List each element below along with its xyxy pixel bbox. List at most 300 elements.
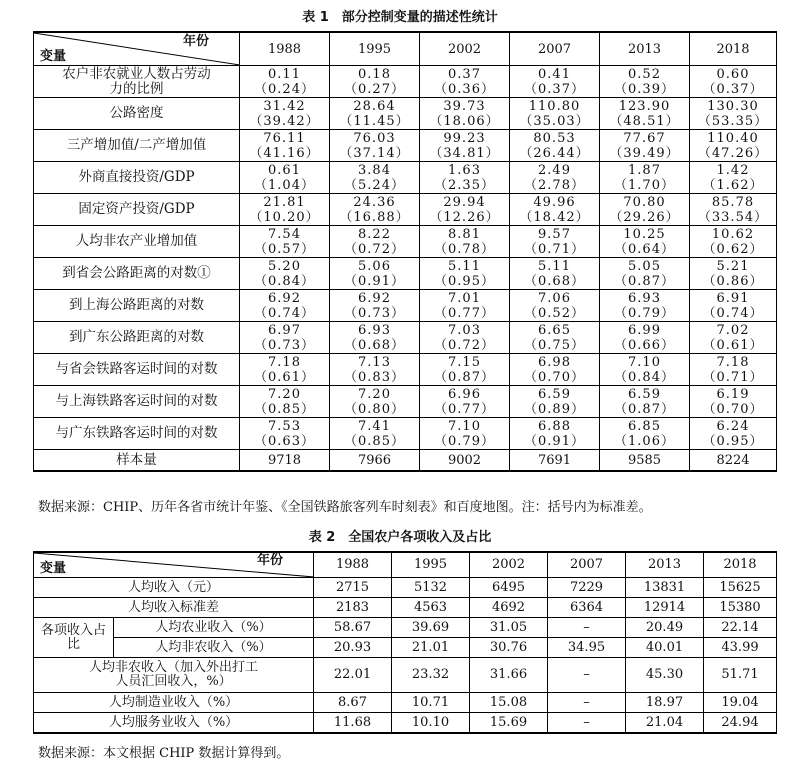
mean-value: 123.90: [618, 98, 671, 114]
mean-value: 7.02: [716, 322, 750, 338]
data-cell: [600, 290, 690, 322]
data-cell: 10.71: [392, 693, 470, 713]
data-cell: [420, 290, 510, 322]
table1-sample-row: [34, 450, 777, 472]
std-dev-value: （5.24）: [344, 177, 405, 193]
data-cell: –: [548, 618, 626, 638]
sample-size-cell: 7966: [330, 450, 420, 472]
data-cell: [240, 418, 330, 450]
data-cell: 15625: [704, 578, 777, 598]
data-cell: [420, 258, 510, 290]
std-dev-value: （0.75）: [524, 337, 585, 353]
data-cell: [600, 258, 690, 290]
mean-value: 0.61: [268, 162, 301, 178]
data-cell: 18.97: [626, 693, 704, 713]
mean-value: 110.80: [528, 98, 581, 114]
mean-value: 110.40: [707, 130, 759, 146]
mean-value: 0.52: [628, 66, 661, 82]
year-header: 2007: [548, 552, 626, 578]
data-cell: [690, 194, 777, 226]
data-cell: 5132: [392, 578, 470, 598]
data-cell: 45.30: [626, 658, 704, 693]
data-cell: –: [548, 658, 626, 693]
mean-value: 5.20: [268, 258, 301, 274]
table-row: [34, 578, 777, 598]
mean-value: 8.22: [358, 226, 391, 242]
table1-header-row: [34, 32, 777, 66]
mean-value: 5.05: [628, 258, 661, 274]
std-dev-value: （2.78）: [524, 177, 585, 193]
mean-value: 0.37: [448, 66, 481, 82]
data-cell: 58.67: [314, 618, 392, 638]
data-cell: [690, 418, 777, 450]
data-cell: [690, 66, 777, 98]
data-cell: 20.49: [626, 618, 704, 638]
std-dev-value: （37.14）: [339, 145, 410, 161]
data-cell: [420, 226, 510, 258]
data-cell: [510, 418, 600, 450]
mean-value: 99.23: [443, 130, 486, 146]
std-dev-value: （0.83）: [344, 369, 405, 385]
std-dev-value: （34.81）: [429, 145, 500, 161]
data-cell: [510, 386, 600, 418]
data-cell: 4692: [470, 598, 548, 618]
data-cell: [240, 258, 330, 290]
mean-value: 10.62: [711, 226, 755, 242]
mean-value: 6.98: [538, 354, 571, 370]
row-label: 与上海铁路客运时间的对数: [34, 386, 240, 418]
std-dev-value: （0.74）: [702, 305, 764, 321]
mean-value: 76.11: [263, 130, 306, 146]
data-cell: 2183: [314, 598, 392, 618]
data-cell: [600, 226, 690, 258]
data-cell: [510, 290, 600, 322]
row-label: 与省会铁路客运时间的对数: [34, 354, 240, 386]
row-label: 三产增加值/二产增加值: [34, 130, 240, 162]
data-cell: [690, 130, 777, 162]
sample-size-cell: 7691: [510, 450, 600, 472]
table1-source-note: 数据来源：CHIP、历年各省市统计年鉴、《全国铁路旅客列车时刻表》和百度地图。注：括号内为标准差。: [38, 500, 652, 515]
mean-value: 1.87: [628, 162, 661, 178]
mean-value: 6.59: [628, 386, 661, 402]
table-row: [34, 693, 777, 713]
mean-value: 24.36: [353, 194, 396, 210]
table-row: [34, 598, 777, 618]
data-cell: [510, 322, 600, 354]
std-dev-value: （0.72）: [434, 337, 495, 353]
std-dev-value: （0.27）: [344, 81, 405, 97]
std-dev-value: （0.72）: [344, 241, 405, 257]
data-cell: 4563: [392, 598, 470, 618]
data-cell: [690, 98, 777, 130]
std-dev-value: （12.26）: [429, 209, 500, 225]
mean-value: 6.19: [716, 386, 750, 402]
table1-corner-cell: [34, 32, 240, 66]
data-cell: [330, 354, 420, 386]
table2-header-row: [34, 552, 777, 578]
data-cell: [240, 354, 330, 386]
data-cell: 21.04: [626, 713, 704, 734]
table-row: [34, 258, 777, 290]
corner-variable-label: 变量: [40, 561, 67, 576]
data-cell: [420, 66, 510, 98]
data-cell: 10.10: [392, 713, 470, 734]
table-row: [34, 322, 777, 354]
std-dev-value: （1.04）: [254, 177, 315, 193]
table-row: [34, 98, 777, 130]
data-cell: –: [548, 693, 626, 713]
mean-value: 1.63: [448, 162, 481, 178]
table2-caption: 表 2 全国农户各项收入及占比: [308, 530, 492, 545]
std-dev-value: （0.78）: [434, 241, 495, 257]
data-cell: [690, 290, 777, 322]
std-dev-value: （0.77）: [434, 305, 495, 321]
data-cell: [330, 162, 420, 194]
year-header: 1988: [314, 552, 392, 578]
group-label: 各项收入占比: [34, 618, 114, 658]
std-dev-value: （0.84）: [254, 273, 315, 289]
std-dev-value: （0.80）: [344, 401, 405, 417]
row-label: 人均收入标准差: [34, 598, 314, 618]
std-dev-value: （0.73）: [254, 337, 315, 353]
mean-value: 6.92: [268, 290, 301, 306]
mean-value: 2.49: [538, 162, 571, 178]
std-dev-value: （0.84）: [614, 369, 675, 385]
std-dev-value: （0.52）: [524, 305, 585, 321]
data-cell: [600, 66, 690, 98]
data-cell: [510, 226, 600, 258]
std-dev-value: （0.86）: [702, 273, 764, 289]
data-cell: [510, 162, 600, 194]
mean-value: 6.24: [716, 418, 750, 434]
data-cell: [600, 386, 690, 418]
data-cell: [510, 258, 600, 290]
mean-value: 7.54: [268, 226, 301, 242]
mean-value: 7.01: [448, 290, 481, 306]
std-dev-value: （0.79）: [614, 305, 675, 321]
data-cell: [510, 194, 600, 226]
std-dev-value: （53.35）: [697, 113, 769, 129]
data-cell: [420, 386, 510, 418]
data-cell: [240, 194, 330, 226]
mean-value: 7.10: [628, 354, 661, 370]
mean-value: 28.64: [353, 98, 396, 114]
data-cell: [420, 354, 510, 386]
mean-value: 7.53: [268, 418, 301, 434]
data-cell: [690, 258, 777, 290]
table-row: [34, 226, 777, 258]
mean-value: 29.94: [443, 194, 486, 210]
data-cell: 19.04: [704, 693, 777, 713]
data-cell: [240, 226, 330, 258]
mean-value: 9.57: [538, 226, 571, 242]
row-label: 固定资产投资/GDP: [34, 194, 240, 226]
mean-value: 6.99: [628, 322, 661, 338]
mean-value: 0.60: [716, 66, 750, 82]
mean-value: 10.25: [623, 226, 666, 242]
std-dev-value: （11.45）: [339, 113, 410, 129]
std-dev-value: （0.24）: [254, 81, 315, 97]
mean-value: 21.81: [263, 194, 306, 210]
year-header: 1995: [392, 552, 470, 578]
std-dev-value: （0.77）: [434, 401, 495, 417]
std-dev-value: （18.06）: [429, 113, 500, 129]
year-header: 2007: [510, 32, 600, 66]
mean-value: 7.03: [448, 322, 481, 338]
mean-value: 49.96: [533, 194, 576, 210]
row-label: 人均非农产业增加值: [34, 226, 240, 258]
data-cell: 6364: [548, 598, 626, 618]
mean-value: 7.15: [448, 354, 481, 370]
row-label: 人均非农收入（%）: [114, 638, 314, 658]
data-cell: 30.76: [470, 638, 548, 658]
data-cell: 22.01: [314, 658, 392, 693]
mean-value: 76.03: [353, 130, 396, 146]
data-cell: [690, 322, 777, 354]
sample-size-cell: 8224: [690, 450, 777, 472]
row-label: 外商直接投资/GDP: [34, 162, 240, 194]
std-dev-value: （0.63）: [254, 433, 315, 449]
year-header: 2018: [690, 32, 777, 66]
data-cell: [690, 162, 777, 194]
std-dev-value: （0.37）: [524, 81, 585, 97]
corner-variable-label: 变量: [40, 49, 67, 64]
table-row: [34, 638, 777, 658]
data-cell: [330, 322, 420, 354]
mean-value: 6.85: [628, 418, 661, 434]
sample-size-cell: 9585: [600, 450, 690, 472]
std-dev-value: （0.61）: [702, 337, 764, 353]
row-label: 与广东铁路客运时间的对数: [34, 418, 240, 450]
data-cell: [420, 98, 510, 130]
data-cell: 21.01: [392, 638, 470, 658]
mean-value: 7.13: [358, 354, 391, 370]
table2-source-note: 数据来源：本文根据 CHIP 数据计算得到。: [38, 746, 290, 761]
table-row: [34, 713, 777, 734]
data-cell: [600, 354, 690, 386]
std-dev-value: （1.70）: [614, 177, 675, 193]
year-header: 2013: [626, 552, 704, 578]
std-dev-value: （48.51）: [609, 113, 680, 129]
data-cell: [600, 418, 690, 450]
std-dev-value: （1.62）: [702, 177, 764, 193]
data-cell: [240, 322, 330, 354]
std-dev-value: （0.74）: [254, 305, 315, 321]
data-cell: [330, 418, 420, 450]
std-dev-value: （26.44）: [519, 145, 590, 161]
mean-value: 6.97: [268, 322, 301, 338]
mean-value: 6.96: [448, 386, 481, 402]
row-label: 农户非农就业人数占劳动力的比例: [34, 66, 240, 98]
table-row: [34, 66, 777, 98]
mean-value: 6.93: [628, 290, 661, 306]
data-cell: 31.05: [470, 618, 548, 638]
year-header: 1995: [330, 32, 420, 66]
data-cell: 43.99: [704, 638, 777, 658]
row-label: 人均制造业收入（%）: [34, 693, 314, 713]
data-cell: [240, 162, 330, 194]
data-cell: 12914: [626, 598, 704, 618]
row-label: 人均收入（元）: [34, 578, 314, 598]
data-cell: [330, 66, 420, 98]
data-cell: [600, 162, 690, 194]
sample-size-label: 样本量: [34, 450, 240, 472]
data-cell: [420, 418, 510, 450]
mean-value: 7.20: [268, 386, 301, 402]
std-dev-value: （0.89）: [524, 401, 585, 417]
table-row: [34, 418, 777, 450]
mean-value: 7.06: [538, 290, 571, 306]
std-dev-value: （2.35）: [434, 177, 495, 193]
row-label: 到上海公路距离的对数: [34, 290, 240, 322]
data-cell: [330, 290, 420, 322]
std-dev-value: （0.91）: [344, 273, 405, 289]
mean-value: 3.84: [358, 162, 391, 178]
mean-value: 0.18: [358, 66, 391, 82]
data-cell: [330, 226, 420, 258]
row-label: 到省会公路距离的对数①: [34, 258, 240, 290]
data-cell: [600, 98, 690, 130]
std-dev-value: （29.26）: [609, 209, 680, 225]
mean-value: 0.41: [538, 66, 571, 82]
data-cell: 2715: [314, 578, 392, 598]
data-cell: [510, 130, 600, 162]
data-cell: [330, 130, 420, 162]
std-dev-value: （0.64）: [614, 241, 675, 257]
data-cell: [510, 66, 600, 98]
std-dev-value: （0.85）: [344, 433, 405, 449]
data-cell: 31.66: [470, 658, 548, 693]
std-dev-value: （0.37）: [702, 81, 764, 97]
table2-corner-cell: [34, 552, 314, 578]
std-dev-value: （16.88）: [339, 209, 410, 225]
std-dev-value: （0.71）: [702, 369, 764, 385]
data-cell: 39.69: [392, 618, 470, 638]
data-cell: [690, 354, 777, 386]
std-dev-value: （0.70）: [524, 369, 585, 385]
std-dev-value: （0.95）: [434, 273, 495, 289]
std-dev-value: （0.87）: [614, 401, 675, 417]
mean-value: 6.65: [538, 322, 571, 338]
mean-value: 77.67: [623, 130, 666, 146]
data-cell: 15.08: [470, 693, 548, 713]
std-dev-value: （0.57）: [254, 241, 315, 257]
mean-value: 31.42: [263, 98, 306, 114]
std-dev-value: （1.06）: [614, 433, 675, 449]
std-dev-value: （41.16）: [249, 145, 320, 161]
data-cell: [510, 354, 600, 386]
std-dev-value: （18.42）: [519, 209, 590, 225]
std-dev-value: （0.61）: [254, 369, 315, 385]
data-cell: 20.93: [314, 638, 392, 658]
data-cell: 34.95: [548, 638, 626, 658]
std-dev-value: （0.68）: [344, 337, 405, 353]
mean-value: 70.80: [623, 194, 666, 210]
data-cell: 22.14: [704, 618, 777, 638]
data-cell: [690, 226, 777, 258]
data-cell: [240, 98, 330, 130]
table-row: [34, 354, 777, 386]
mean-value: 7.20: [358, 386, 391, 402]
std-dev-value: （0.87）: [434, 369, 495, 385]
data-cell: 6495: [470, 578, 548, 598]
mean-value: 130.30: [707, 98, 759, 114]
std-dev-value: （35.03）: [519, 113, 590, 129]
row-label: 人均非农收入（加入外出打工人员汇回收入，%）: [34, 658, 314, 693]
data-cell: [240, 386, 330, 418]
mean-value: 6.88: [538, 418, 571, 434]
mean-value: 0.11: [268, 66, 301, 82]
data-cell: [420, 322, 510, 354]
mean-value: 5.11: [448, 258, 481, 274]
std-dev-value: （33.54）: [697, 209, 769, 225]
std-dev-value: （0.36）: [434, 81, 495, 97]
data-cell: [330, 194, 420, 226]
std-dev-value: （0.62）: [702, 241, 764, 257]
std-dev-value: （10.20）: [249, 209, 320, 225]
mean-value: 7.10: [448, 418, 481, 434]
data-cell: 7229: [548, 578, 626, 598]
std-dev-value: （0.70）: [702, 401, 764, 417]
mean-value: 8.81: [448, 226, 481, 242]
mean-value: 7.41: [358, 418, 391, 434]
table-row: [34, 162, 777, 194]
table-row: [34, 290, 777, 322]
mean-value: 5.06: [358, 258, 391, 274]
std-dev-value: （0.85）: [254, 401, 315, 417]
std-dev-value: （0.68）: [524, 273, 585, 289]
data-cell: [420, 130, 510, 162]
data-cell: [510, 98, 600, 130]
data-cell: [330, 386, 420, 418]
mean-value: 39.73: [443, 98, 486, 114]
data-cell: 24.94: [704, 713, 777, 734]
data-cell: [330, 258, 420, 290]
mean-value: 6.93: [358, 322, 391, 338]
corner-year-label: 年份: [182, 34, 209, 49]
data-cell: [600, 194, 690, 226]
data-cell: [600, 322, 690, 354]
std-dev-value: （0.71）: [524, 241, 585, 257]
row-label: 人均农业收入（%）: [114, 618, 314, 638]
std-dev-value: （0.39）: [614, 81, 675, 97]
mean-value: 85.78: [711, 194, 755, 210]
std-dev-value: （47.26）: [697, 145, 769, 161]
mean-value: 6.59: [538, 386, 571, 402]
data-cell: [330, 98, 420, 130]
data-cell: [600, 130, 690, 162]
std-dev-value: （0.87）: [614, 273, 675, 289]
data-cell: [420, 194, 510, 226]
std-dev-value: （0.79）: [434, 433, 495, 449]
table-row: [34, 194, 777, 226]
row-label: 到广东公路距离的对数: [34, 322, 240, 354]
year-header: 2013: [600, 32, 690, 66]
mean-value: 7.18: [716, 354, 750, 370]
sample-size-cell: 9002: [420, 450, 510, 472]
sample-size-cell: 9718: [240, 450, 330, 472]
data-cell: [420, 162, 510, 194]
data-cell: 8.67: [314, 693, 392, 713]
data-cell: 51.71: [704, 658, 777, 693]
year-header: 1988: [240, 32, 330, 66]
table1: [33, 31, 777, 472]
std-dev-value: （0.66）: [614, 337, 675, 353]
data-cell: [240, 290, 330, 322]
data-cell: 15.69: [470, 713, 548, 734]
std-dev-value: （0.91）: [524, 433, 585, 449]
data-cell: [240, 130, 330, 162]
